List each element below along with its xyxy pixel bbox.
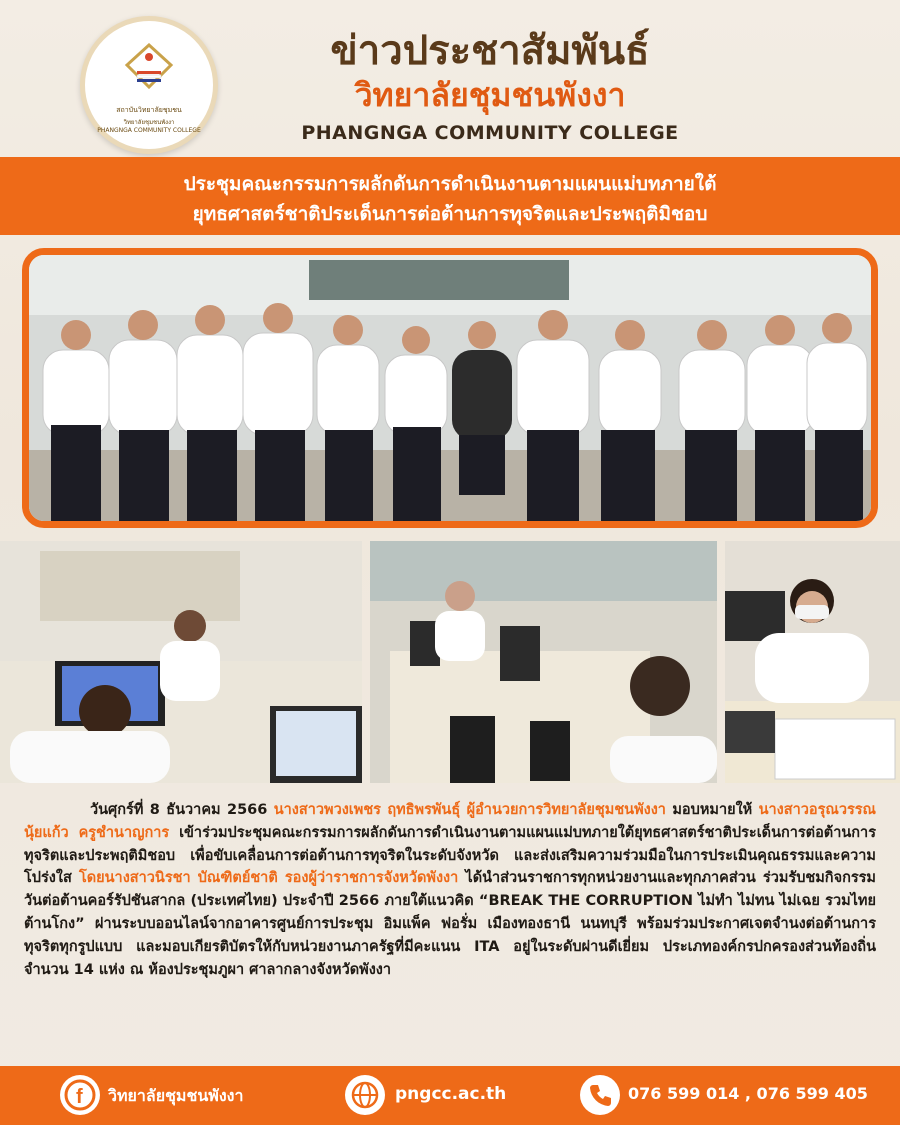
photo-meeting-right [725, 541, 900, 783]
body-text-details: ได้นำส่วนราชการทุกหน่วยงานและทุกภาคส่วน ร่วมรับชมกิจกรรมวันต่อต้านคอร์รัปชันสากล (ประเทศไทย) ประจำปี 2566 ภายใต้แนวคิด “BREAK THE CORRUPTION ไม่ทำ ไม่ทน ไม่เฉย รวมไทยต้านโกง” ผ่านระบบออนไลน์จากอาคารศูนย์การประชุม อิมแพ็ค ฟอรั่ม เมืองทองธานี นนทบุรี พร้อมร่วมประกาศเจตจำนงต่อต้านการทุจริตทุกรูปแบบ และมอบเกียรติบัตรให้กับหน่วยงานภาครัฐที่มีคะแนน ITA อยู่ในระดับผ่านดีเยี่ยม ประเภทองค์กรปกครองส่วนท้องถิ่น จำนวน 14 แห่ง ณ ห้องประชุมภูผา ศาลากลางจังหวัดพังงา [24, 870, 876, 978]
body-highlight-director: นางสาวพวงเพชร ฤทธิพรพันธุ์ ผู้อำนวยการวิทยาลัยชุมชนพังงา [273, 802, 666, 818]
svg-text:f: f [76, 1086, 83, 1108]
college-emblem-icon [123, 43, 175, 89]
photo-meeting-right-illustration [725, 541, 900, 783]
college-logo [80, 16, 218, 154]
facebook-icon[interactable] [60, 1075, 100, 1115]
photo-meeting-left [0, 541, 362, 783]
globe-icon[interactable] [345, 1075, 385, 1115]
college-name-thai: วิทยาลัยชุมชนพังงา [354, 76, 626, 114]
body-date-text: วันศุกร์ที่ 8 ธันวาคม 2566 [90, 802, 274, 818]
logo-text-line2: วิทยาลัยชุมชนพังงา [123, 119, 175, 126]
photo-meeting-center [370, 541, 717, 783]
body-text-assign: มอบหมายให้ [665, 802, 759, 818]
body-highlight-teacher: นางสาวอรุณวรรณ นุ้ยแก้ว ครูชำนาญการ [24, 802, 877, 841]
group-photo [22, 248, 878, 528]
facebook-link[interactable]: วิทยาลัยชุมชนพังงา [108, 1086, 244, 1105]
website-link[interactable]: pngcc.ac.th [395, 1084, 507, 1104]
footer-bar [0, 1066, 900, 1125]
phone-icon[interactable] [580, 1075, 620, 1115]
headline-banner [0, 157, 900, 235]
phone-numbers[interactable]: 076 599 014 , 076 599 405 [628, 1084, 868, 1103]
logo-text-line1: สถาบันวิทยาลัยชุมชน [116, 106, 182, 114]
photo-meeting-left-illustration [0, 541, 362, 783]
college-name-english: PHANGNGA COMMUNITY COLLEGE [301, 122, 679, 144]
news-body [24, 799, 876, 981]
headline-line2: ยุทธศาสตร์ชาติประเด็นการต่อต้านการทุจริตและประพฤติมิชอบ [192, 203, 708, 225]
page-title: ข่าวประชาสัมพันธ์ [330, 28, 650, 74]
headline-line1: ประชุมคณะกรรมการผลักดันการดำเนินงานตามแผนแม่บทภายใต้ [183, 173, 717, 195]
photo-meeting-center-illustration [370, 541, 717, 783]
logo-text-line3: PHANGNGA COMMUNITY COLLEGE [97, 127, 201, 134]
group-photo-illustration [29, 255, 871, 521]
body-highlight-deputy-governor: โดยนางสาวนิรชา บัณฑิตย์ชาติ รองผู้ว่าราชการจังหวัดพังงา [78, 870, 459, 887]
body-text-main: เข้าร่วมประชุมคณะกรรมการผลักดันการดำเนินงานตามแผนแม่บทภายใต้ยุทธศาสตร์ชาติประเด็นการต่อต้านการทุจริตและประพฤติมิชอบ เพื่อขับเคลื่อนการต่อต้านการทุจริตในระดับจังหวัด และส่งเสริมความร่วมมือในการประเมินคุณธรรมและความโปร่งใส [24, 824, 876, 887]
